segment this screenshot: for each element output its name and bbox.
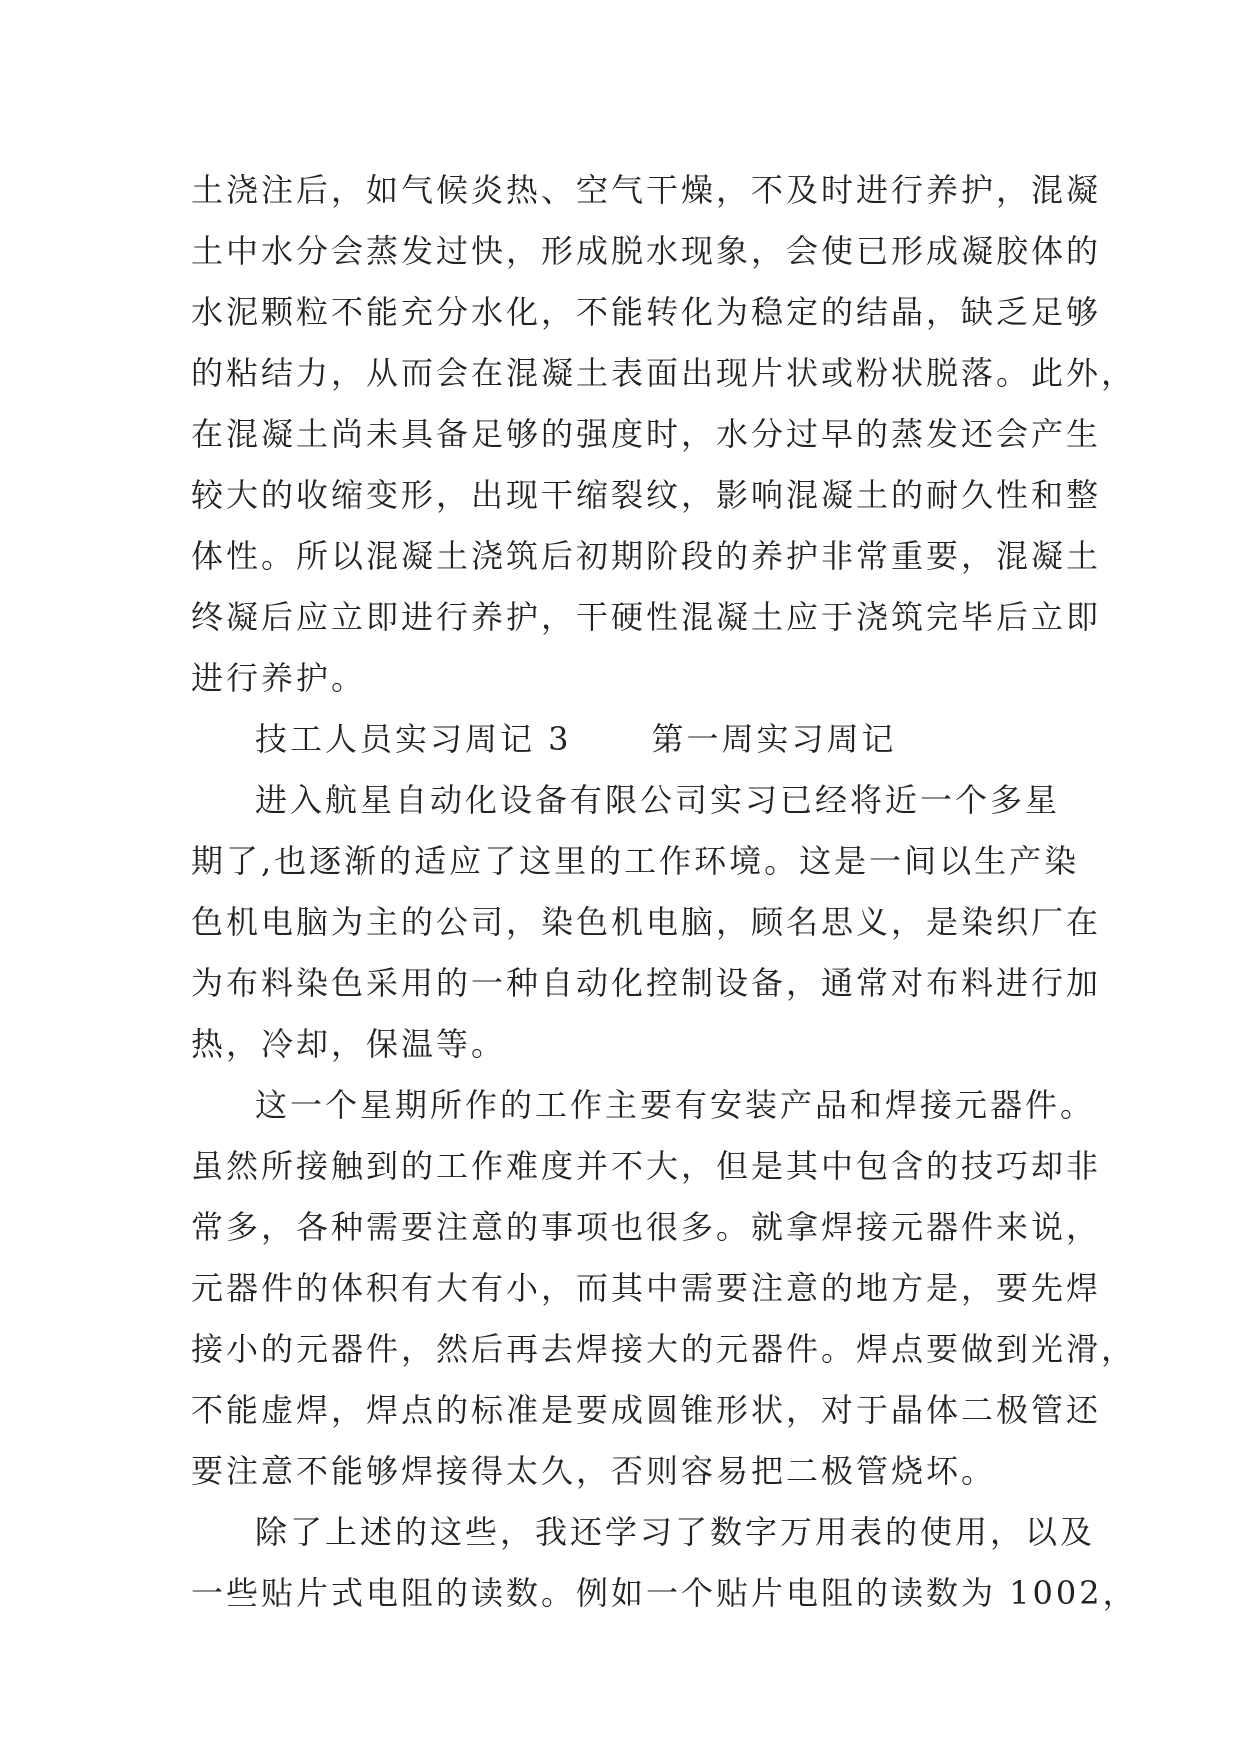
paragraph-line: 在混凝土尚未具备足够的强度时，水分过早的蒸发还会产生	[191, 415, 1102, 453]
paragraph-line: 色机电脑为主的公司，染色机电脑，顾名思义，是染织厂在	[191, 903, 1102, 941]
paragraph-line: 要注意不能够焊接得太久，否则容易把二极管烧坏。	[191, 1452, 997, 1490]
paragraph-line: 常多，各种需要注意的事项也很多。就拿焊接元器件来说，	[191, 1208, 1102, 1246]
paragraph-line: 一些贴片式电阻的读数。例如一个贴片电阻的读数为 1002，	[191, 1574, 1138, 1612]
heading-subtitle: 第一周实习周记	[651, 720, 897, 758]
paragraph-line: 较大的收缩变形，出现干缩裂纹，影响混凝土的耐久性和整	[191, 476, 1102, 514]
paragraph-line: 进行养护。	[191, 659, 367, 697]
paragraph-line: 的粘结力，从而会在混凝土表面出现片状或粉状脱落。此外，	[191, 354, 1137, 392]
paragraph-line: 水泥颗粒不能充分水化，不能转化为稳定的结晶，缺乏足够	[191, 293, 1102, 331]
paragraph-line: 为布料染色采用的一种自动化控制设备，通常对布料进行加	[191, 964, 1102, 1002]
paragraph-line: 热，冷却，保温等。	[191, 1025, 507, 1063]
paragraph-line: 土浇注后，如气候炎热、空气干燥，不及时进行养护，混凝	[191, 171, 1102, 209]
paragraph-line: 接小的元器件，然后再去焊接大的元器件。焊点要做到光滑，	[191, 1330, 1137, 1368]
paragraph-line: 体性。所以混凝土浇筑后初期阶段的养护非常重要，混凝土	[191, 537, 1102, 575]
paragraph-line: 进入航星自动化设备有限公司实习已经将近一个多星	[255, 781, 1061, 819]
document-body	[191, 160, 1138, 1624]
section-heading	[191, 709, 1071, 770]
paragraph-line: 不能虚焊，焊点的标准是要成圆锥形状，对于晶体二极管还	[191, 1391, 1102, 1429]
paragraph-line: 土中水分会蒸发过快，形成脱水现象，会使已形成凝胶体的	[191, 232, 1102, 270]
paragraph-line: 元器件的体积有大有小，而其中需要注意的地方是，要先焊	[191, 1269, 1102, 1307]
heading-title: 技工人员实习周记 3	[255, 720, 572, 758]
paragraph-line: 期了,也逐渐的适应了这里的工作环境。这是一间以生产染	[191, 842, 1080, 880]
paragraph-line: 这一个星期所作的工作主要有安装产品和焊接元器件。	[255, 1086, 1096, 1124]
paragraph-line: 虽然所接触到的工作难度并不大，但是其中包含的技巧却非	[191, 1147, 1102, 1185]
paragraph-line: 终凝后应立即进行养护，干硬性混凝土应于浇筑完毕后立即	[191, 598, 1102, 636]
paragraph-line: 除了上述的这些，我还学习了数字万用表的使用，以及	[255, 1513, 1096, 1551]
